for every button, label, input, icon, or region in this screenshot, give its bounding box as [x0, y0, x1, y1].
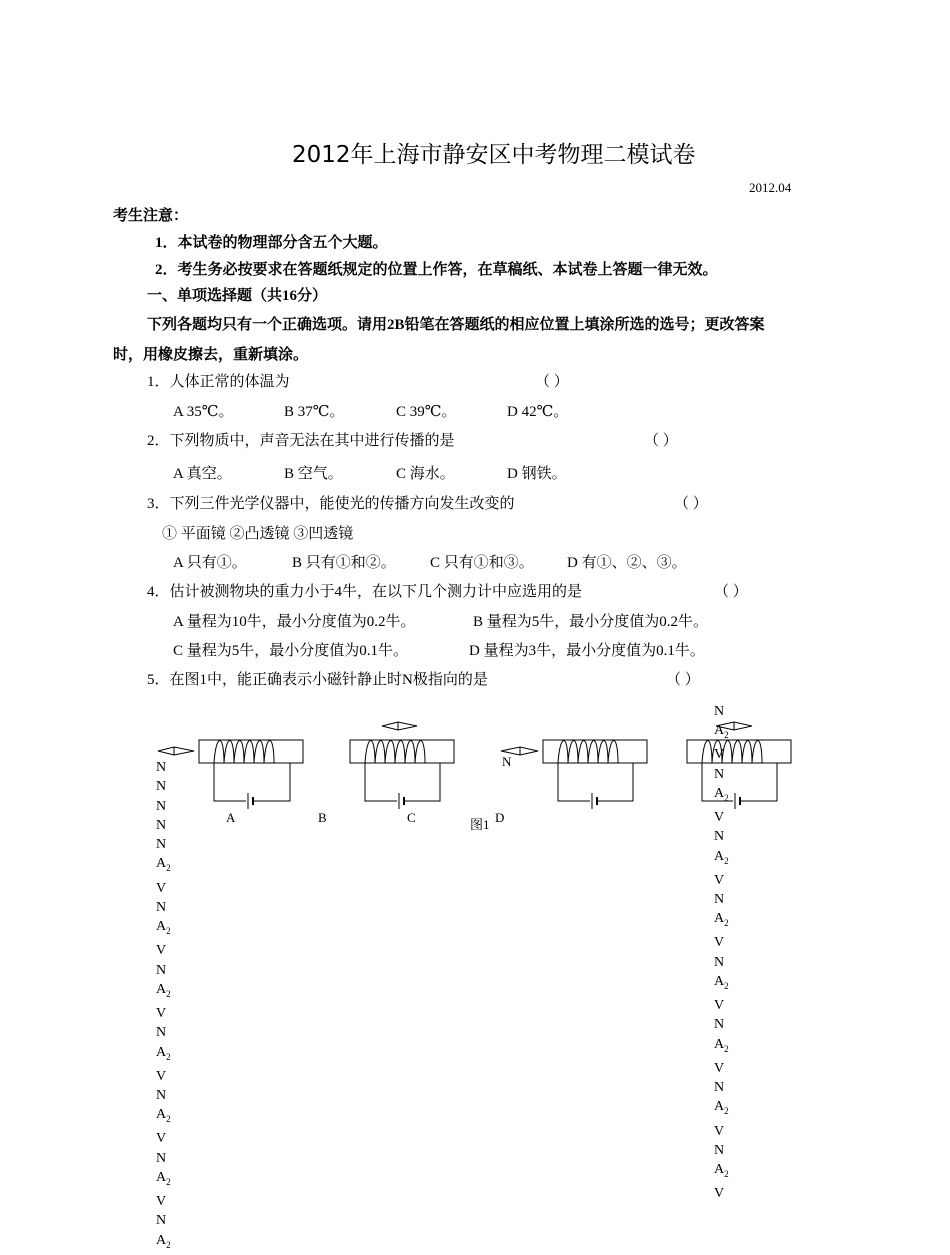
a2-label: $A_2$	[156, 1232, 171, 1250]
a2-label: $A_2$	[714, 848, 729, 866]
a2-label: $A_2$	[156, 856, 171, 874]
a2-label: $A_2$	[714, 1099, 729, 1117]
question-2-answer-blank: （ ）	[644, 433, 678, 449]
needle-b-n-label: N	[502, 754, 512, 769]
a2-label: $A_2$	[714, 1162, 729, 1179]
figure-label-a: A	[226, 810, 236, 825]
notice-heading: 考生注意：	[113, 208, 189, 224]
question-5-stem: 5．在图1中，能正确表示小磁针静止时N极指向的是	[147, 672, 488, 688]
n-label: N	[714, 766, 725, 782]
question-1-option-c: C 39℃。	[396, 404, 457, 420]
question-1-answer-blank: （ ）	[535, 374, 569, 390]
v-label: V	[714, 1123, 725, 1139]
question-4-answer-blank: （ ）	[714, 584, 748, 600]
coil-a	[214, 741, 280, 764]
wire-a-left	[214, 763, 246, 801]
question-2-stem: 2．下列物质中，声音无法在其中进行传播的是	[147, 433, 455, 449]
question-3-instruments: ① 平面镜 ②凸透镜 ③凹透镜	[162, 526, 354, 542]
a2-label: $A_2$	[156, 1044, 171, 1062]
n-label: N	[156, 1087, 167, 1103]
figure-label-c: C	[407, 810, 416, 825]
circuit-a	[158, 740, 303, 809]
wire-a-right	[254, 763, 290, 801]
n-label: N	[714, 1142, 725, 1158]
n-label: N	[714, 954, 725, 970]
v-label: V	[156, 880, 167, 896]
a2-label: $A_2$	[714, 723, 729, 741]
section-instruction-line2: 时，用橡皮擦去，重新填涂。	[113, 347, 309, 363]
a2-label: $A_2$	[156, 1107, 171, 1125]
question-3-option-b: B 只有①和②。	[292, 555, 396, 571]
wire-d-right	[741, 763, 777, 801]
section-instruction-line1: 下列各题均只有一个正确选项。请用2B铅笔在答题纸的相应位置上填涂所选的选号；更改答案	[147, 317, 765, 333]
v-label: V	[714, 998, 725, 1014]
exam-date: 2012.04	[749, 180, 792, 195]
left-label-column	[156, 758, 171, 1255]
v-label: V	[714, 872, 725, 888]
n-label: N	[714, 829, 725, 845]
a2-label: $A_2$	[156, 1169, 171, 1187]
coil-b	[558, 741, 624, 764]
v-label: V	[156, 1068, 167, 1084]
v-label: V	[714, 1186, 725, 1202]
question-3-stem: 3．下列三件光学仪器中，能使光的传播方向发生改变的	[147, 496, 515, 512]
question-3-option-c: C 只有①和③。	[430, 555, 534, 571]
circuit-c	[350, 722, 454, 809]
n-label: N	[714, 1017, 725, 1033]
page-title: 2012年上海市静安区中考物理二模试卷	[292, 142, 696, 168]
notice-item-1: 1．本试卷的物理部分含五个大题。	[155, 235, 388, 251]
question-1-option-d: D 42℃。	[507, 404, 569, 420]
v-label: V	[156, 1131, 167, 1147]
v-label: V	[714, 1060, 725, 1076]
v-label: V	[714, 747, 725, 763]
n-label: N	[156, 837, 167, 853]
question-2-option-b: B 空气。	[284, 466, 343, 482]
n-label: N	[714, 892, 725, 908]
question-4-option-a: A 量程为10牛，最小分度值为0.2牛。	[173, 614, 416, 630]
question-4-stem: 4．估计被测物块的重力小于4牛，在以下几个测力计中应选用的是	[147, 584, 583, 600]
v-label: V	[156, 943, 167, 959]
v-label: V	[156, 1005, 167, 1021]
question-3-option-a: A 只有①。	[173, 555, 247, 571]
circuit-b	[501, 740, 647, 809]
n-label: N	[156, 899, 167, 915]
n-label: N	[156, 1213, 167, 1229]
a2-label: $A_2$	[714, 1036, 729, 1054]
needle-a	[158, 747, 194, 755]
a2-label: $A_2$	[714, 911, 729, 929]
figure-label-b: B	[318, 810, 327, 825]
question-5-answer-blank: （ ）	[666, 672, 700, 688]
question-3-answer-blank: （ ）	[674, 496, 708, 512]
question-1-option-b: B 37℃。	[284, 404, 345, 420]
question-2-option-d: D 钢铁。	[507, 466, 567, 482]
wire-b-right	[598, 763, 633, 801]
question-1-stem: 1．人体正常的体温为	[147, 374, 290, 390]
figure-caption: 图1	[470, 817, 490, 832]
wire-c-left	[365, 763, 397, 801]
coil-d	[702, 741, 768, 764]
v-label: V	[156, 1194, 167, 1210]
n-label: N	[156, 760, 167, 775]
a2-label: $A_2$	[714, 785, 729, 803]
figure-label-d: D	[495, 810, 505, 825]
coil-c	[365, 741, 431, 764]
n-label: N	[156, 1025, 167, 1041]
notice-item-2: 2．考生务必按要求在答题纸规定的位置上作答，在草稿纸、本试卷上答题一律无效。	[155, 262, 718, 278]
n-label: N	[156, 817, 167, 833]
n-label: N	[714, 1080, 725, 1096]
a2-label: $A_2$	[714, 974, 729, 991]
needle-c	[382, 722, 417, 730]
v-label: V	[714, 935, 725, 951]
question-3-option-d: D 有①、②、③。	[567, 555, 687, 571]
right-label-column	[714, 702, 729, 1204]
wire-c-right	[405, 763, 440, 801]
a2-label: $A_2$	[156, 919, 171, 936]
v-label: V	[714, 810, 725, 826]
question-1-option-a: A 35℃。	[173, 404, 234, 420]
wire-b-left	[558, 763, 590, 801]
question-4-option-d: D 量程为3牛，最小分度值为0.1牛。	[469, 643, 705, 659]
a2-label: $A_2$	[156, 981, 171, 999]
n-label: N	[714, 704, 725, 719]
n-label: N	[156, 798, 167, 814]
n-label: N	[156, 962, 167, 978]
question-4-option-c: C 量程为5牛，最小分度值为0.1牛。	[173, 643, 409, 659]
question-2-option-c: C 海水。	[396, 466, 455, 482]
n-label: N	[156, 1150, 167, 1166]
circuit-d	[687, 722, 791, 809]
question-4-option-b: B 量程为5牛，最小分度值为0.2牛。	[473, 614, 709, 630]
section-heading: 一、单项选择题（共16分）	[147, 288, 328, 304]
question-2-option-a: A 真空。	[173, 466, 232, 482]
n-label: N	[156, 779, 167, 795]
